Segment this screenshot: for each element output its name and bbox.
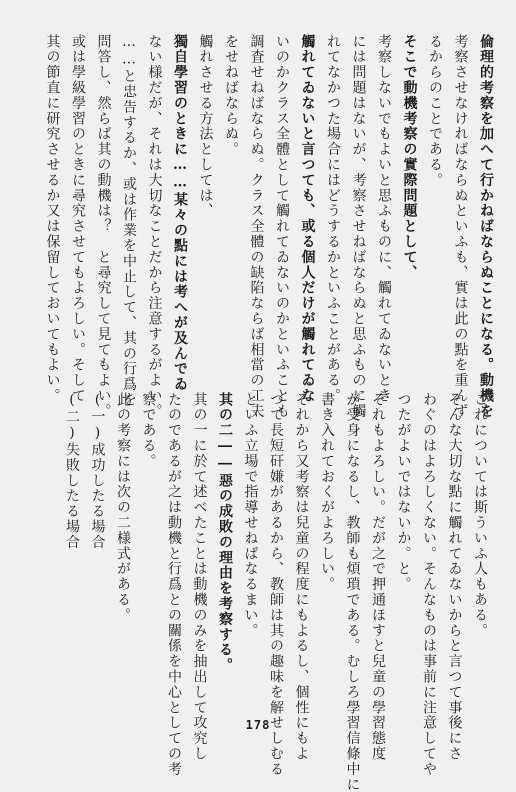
text-line: 倫理的考察を加へて行かねばならぬことになる。動機を <box>478 34 494 419</box>
text-line: るからのことである。 <box>427 34 443 188</box>
text-line: 考察させなければならぬといふも、實は此の點を重んず <box>452 34 469 419</box>
text-line: 觸れてゐないと言つても、或る個人だけが觸れてゐな <box>299 34 316 404</box>
text-line: そこで動機考察の實際問題として、 <box>401 34 418 281</box>
upper-text-block <box>39 34 498 419</box>
text-line: ない様だが、それは大切なことだから注意するがよい。 <box>146 34 163 419</box>
text-line: ……と忠告するか、或は作業を中止して、其の行爲を <box>121 34 137 408</box>
list-item: (一)成功したる場合 <box>89 392 106 550</box>
text-line: それもよろしい。だが之で押通ほすと兒童の學習態度 <box>370 392 386 762</box>
section-heading: 其の二――惡の成敗の理由を考察する。 <box>217 392 233 674</box>
page-number: 178 <box>245 718 271 732</box>
text-line: れてなかつた場合にはどうするかといふことがある。 <box>325 34 341 404</box>
text-line: 調査せねばならぬ。クラス全體の缺陷ならば相當の工夫 <box>248 34 265 419</box>
text-line: をせねばならぬ。 <box>223 34 239 158</box>
text-line: それから又考察は兒童の程度にもよるし、個性にもよ <box>293 392 310 762</box>
text-line: つたがよいではないか。と。 <box>395 392 412 593</box>
text-line: 獨自學習のときに……某々の點には考へが及んでゐ <box>172 34 188 393</box>
text-line: 考察しないでもよいと思ふものに、觸れてゐないとき <box>376 34 392 404</box>
text-line: が受身になるし、教師も煩瑣である。むしろ學習信條中に <box>344 392 361 792</box>
text-line: 其の節直に研究させるか又は保留しておいてもよい。 <box>44 34 61 404</box>
text-line: そんな大切な點に觸れてゐないからと言つて事後にさ <box>446 392 463 762</box>
text-line: つて長短矸嫌があるから、教師は其の趣味を解せしむる <box>268 392 284 777</box>
text-line: いのかクラス全體として觸れてゐないのかといふことも <box>274 34 290 419</box>
text-line: には問題はないが、考察させねばならぬと思ふものに觸 <box>350 34 367 419</box>
text-line: 此の考察には次の二様式がある。 <box>115 392 131 623</box>
text-line: わぐのはよろしくない。そんなものは事前に注意してや <box>421 392 437 777</box>
text-line: 其の一に於て述べたことは動機のみを抽出して攻究し <box>191 392 208 762</box>
text-line: といふ立場で指導せねばなるまい。 <box>242 392 259 639</box>
text-line: 察である。 <box>140 392 157 469</box>
list-item: (二)失敗したる場合 <box>64 392 80 550</box>
text-line: 問答し、然らば其の動機は？ と尋究して見てもよい。 <box>95 34 112 419</box>
text-line: 或は學級學習のときに尋究させてもよろしい。そして <box>70 34 86 404</box>
text-line: これについては斯ういふ人もある。 <box>472 392 488 639</box>
text-line: たのであるが之は動機と行爲との關係を中心としての考 <box>166 392 182 777</box>
text-line: 書き入れておくがよろしい。 <box>319 392 335 593</box>
text-line: 觸れさせる方法としては、 <box>197 34 214 219</box>
